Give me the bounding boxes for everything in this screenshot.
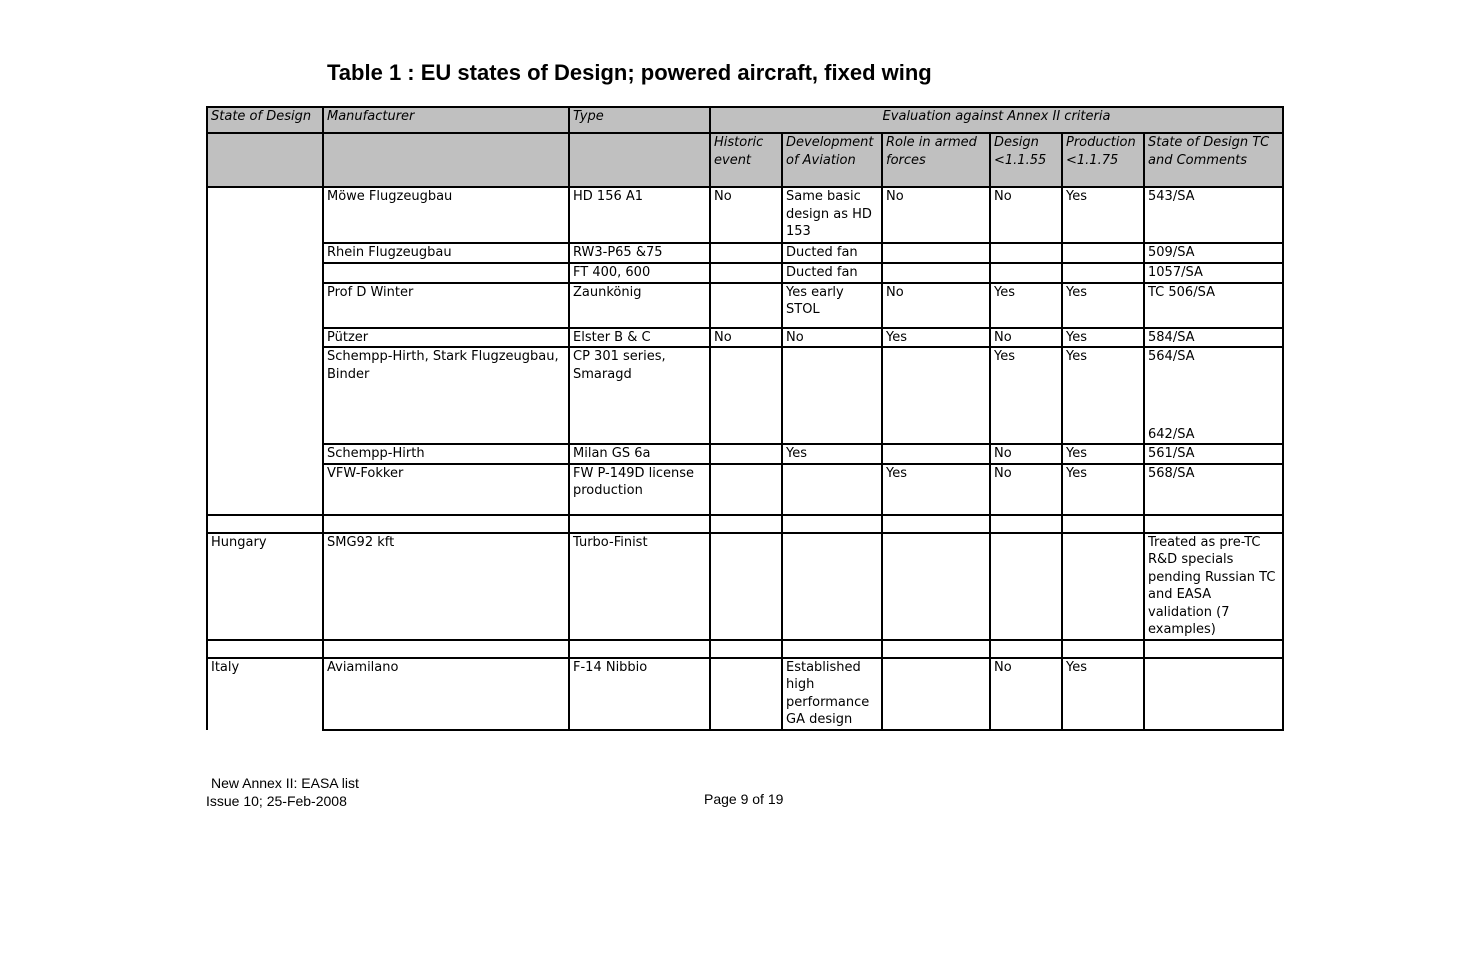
- spacer-row: [207, 515, 1283, 533]
- cell-development: Established high performance GA design: [782, 658, 882, 730]
- cell-manufacturer: Aviamilano: [323, 658, 569, 730]
- cell-tc: TC 506/SA: [1144, 283, 1283, 328]
- cell-historic: [710, 347, 782, 444]
- header-development: Development of Aviation: [782, 133, 882, 187]
- table-row: [207, 243, 1283, 263]
- cell-development: Yes: [782, 444, 882, 464]
- header-evaluation: Evaluation against Annex II criteria: [710, 107, 1283, 133]
- cell-production: Yes: [1062, 658, 1144, 730]
- header-manufacturer: Manufacturer: [323, 107, 569, 133]
- header-row-1: [207, 107, 1283, 133]
- tc-value-1: 564/SA: [1148, 349, 1195, 364]
- cell-manufacturer: Rhein Flugzeugbau: [323, 243, 569, 263]
- table-row: [207, 444, 1283, 464]
- table-row: [207, 187, 1283, 243]
- footer-issue: Issue 10; 25-Feb-2008: [206, 793, 347, 809]
- table-row: [207, 283, 1283, 328]
- cell-role: [882, 658, 990, 730]
- cell-state: Hungary: [207, 533, 323, 640]
- cell-manufacturer: Schempp-Hirth, Stark Flugzeugbau, Binder: [323, 347, 569, 444]
- cell-tc: [1144, 658, 1283, 730]
- cell-role: No: [882, 283, 990, 328]
- cell-design: Yes: [990, 283, 1062, 328]
- cell-development: Yes early STOL: [782, 283, 882, 328]
- cell-production: [1062, 533, 1144, 640]
- cell-state: [207, 187, 323, 515]
- cell-development: [782, 533, 882, 640]
- empty-cell: [1062, 515, 1144, 533]
- cell-role: [882, 263, 990, 283]
- cell-tc: 584/SA: [1144, 328, 1283, 348]
- spacer-row: [207, 640, 1283, 658]
- cell-tc: 543/SA: [1144, 187, 1283, 243]
- cell-production: [1062, 263, 1144, 283]
- header-state-of-design: State of Design: [207, 107, 323, 133]
- empty-cell: [323, 640, 569, 658]
- cell-role: Yes: [882, 328, 990, 348]
- cell-role: [882, 533, 990, 640]
- footer-annex: New Annex II: EASA list: [211, 775, 359, 791]
- cell-design: [990, 243, 1062, 263]
- cell-design: No: [990, 464, 1062, 515]
- cell-development: Ducted fan: [782, 243, 882, 263]
- cell-production: Yes: [1062, 187, 1144, 243]
- cell-tc: 561/SA: [1144, 444, 1283, 464]
- cell-manufacturer: Prof D Winter: [323, 283, 569, 328]
- cell-design: Yes: [990, 347, 1062, 444]
- header-tc-comments: State of Design TC and Comments: [1144, 133, 1283, 187]
- cell-historic: No: [710, 187, 782, 243]
- cell-tc: 568/SA: [1144, 464, 1283, 515]
- cell-historic: [710, 243, 782, 263]
- cell-type: Milan GS 6a: [569, 444, 710, 464]
- header-role: Role in armed forces: [882, 133, 990, 187]
- cell-tc: Treated as pre-TC R&D specials pending Russian TC and EASA validation (7 examples): [1144, 533, 1283, 640]
- empty-cell: [569, 515, 710, 533]
- cell-type: FT 400, 600: [569, 263, 710, 283]
- cell-type: Elster B & C: [569, 328, 710, 348]
- cell-historic: [710, 464, 782, 515]
- header-type: Type: [569, 107, 710, 133]
- cell-historic: No: [710, 328, 782, 348]
- empty-cell: [990, 515, 1062, 533]
- tc-value-2: 642/SA: [1148, 426, 1195, 442]
- cell-design: No: [990, 658, 1062, 730]
- cell-role: No: [882, 187, 990, 243]
- cell-type: FW P-149D license production: [569, 464, 710, 515]
- cell-tc: 1057/SA: [1144, 263, 1283, 283]
- empty-cell: [1144, 515, 1283, 533]
- cell-tc: [1144, 347, 1283, 444]
- header-production: Production <1.1.75: [1062, 133, 1144, 187]
- empty-cell: [710, 515, 782, 533]
- cell-production: Yes: [1062, 347, 1144, 444]
- cell-type: Zaunkönig: [569, 283, 710, 328]
- empty-cell: [1062, 640, 1144, 658]
- cell-design: No: [990, 328, 1062, 348]
- header-blank: [323, 133, 569, 187]
- header-blank: [569, 133, 710, 187]
- cell-manufacturer: SMG92 kft: [323, 533, 569, 640]
- cell-production: [1062, 243, 1144, 263]
- cell-manufacturer: [323, 263, 569, 283]
- cell-historic: [710, 658, 782, 730]
- cell-historic: [710, 283, 782, 328]
- cell-manufacturer: Möwe Flugzeugbau: [323, 187, 569, 243]
- cell-design: [990, 533, 1062, 640]
- cell-production: Yes: [1062, 283, 1144, 328]
- cell-role: [882, 347, 990, 444]
- header-historic-event: Historic event: [710, 133, 782, 187]
- cell-manufacturer: Schempp-Hirth: [323, 444, 569, 464]
- table-row: [207, 464, 1283, 515]
- table-row: [207, 263, 1283, 283]
- cell-production: Yes: [1062, 444, 1144, 464]
- cell-production: Yes: [1062, 464, 1144, 515]
- cell-development: [782, 347, 882, 444]
- empty-cell: [782, 640, 882, 658]
- table-title: Table 1 : EU states of Design; powered aircraft, fixed wing: [327, 60, 932, 85]
- cell-development: No: [782, 328, 882, 348]
- cell-historic: [710, 533, 782, 640]
- cell-type: Turbo-Finist: [569, 533, 710, 640]
- empty-cell: [207, 640, 323, 658]
- aircraft-table: [206, 106, 1284, 731]
- cell-historic: [710, 444, 782, 464]
- cell-historic: [710, 263, 782, 283]
- cell-type: RW3-P65 &75: [569, 243, 710, 263]
- cell-state: Italy: [207, 658, 323, 730]
- empty-cell: [569, 640, 710, 658]
- table-row: [207, 533, 1283, 640]
- header-blank: [207, 133, 323, 187]
- header-row-2: [207, 133, 1283, 187]
- cell-type: F-14 Nibbio: [569, 658, 710, 730]
- footer-page-number: Page 9 of 19: [704, 791, 784, 807]
- cell-design: No: [990, 187, 1062, 243]
- cell-manufacturer: Pützer: [323, 328, 569, 348]
- cell-manufacturer: VFW-Fokker: [323, 464, 569, 515]
- cell-tc: 509/SA: [1144, 243, 1283, 263]
- cell-design: [990, 263, 1062, 283]
- empty-cell: [882, 515, 990, 533]
- empty-cell: [207, 515, 323, 533]
- cell-design: No: [990, 444, 1062, 464]
- empty-cell: [1144, 640, 1283, 658]
- table-row: [207, 658, 1283, 730]
- empty-cell: [710, 640, 782, 658]
- empty-cell: [323, 515, 569, 533]
- table-row: [207, 328, 1283, 348]
- table-row: [207, 347, 1283, 444]
- cell-development: [782, 464, 882, 515]
- cell-development: Same basic design as HD 153: [782, 187, 882, 243]
- cell-role: [882, 444, 990, 464]
- cell-type: HD 156 A1: [569, 187, 710, 243]
- cell-type: CP 301 series, Smaragd: [569, 347, 710, 444]
- empty-cell: [782, 515, 882, 533]
- cell-development: Ducted fan: [782, 263, 882, 283]
- cell-role: Yes: [882, 464, 990, 515]
- empty-cell: [882, 640, 990, 658]
- header-design: Design <1.1.55: [990, 133, 1062, 187]
- cell-role: [882, 243, 990, 263]
- cell-production: Yes: [1062, 328, 1144, 348]
- empty-cell: [990, 640, 1062, 658]
